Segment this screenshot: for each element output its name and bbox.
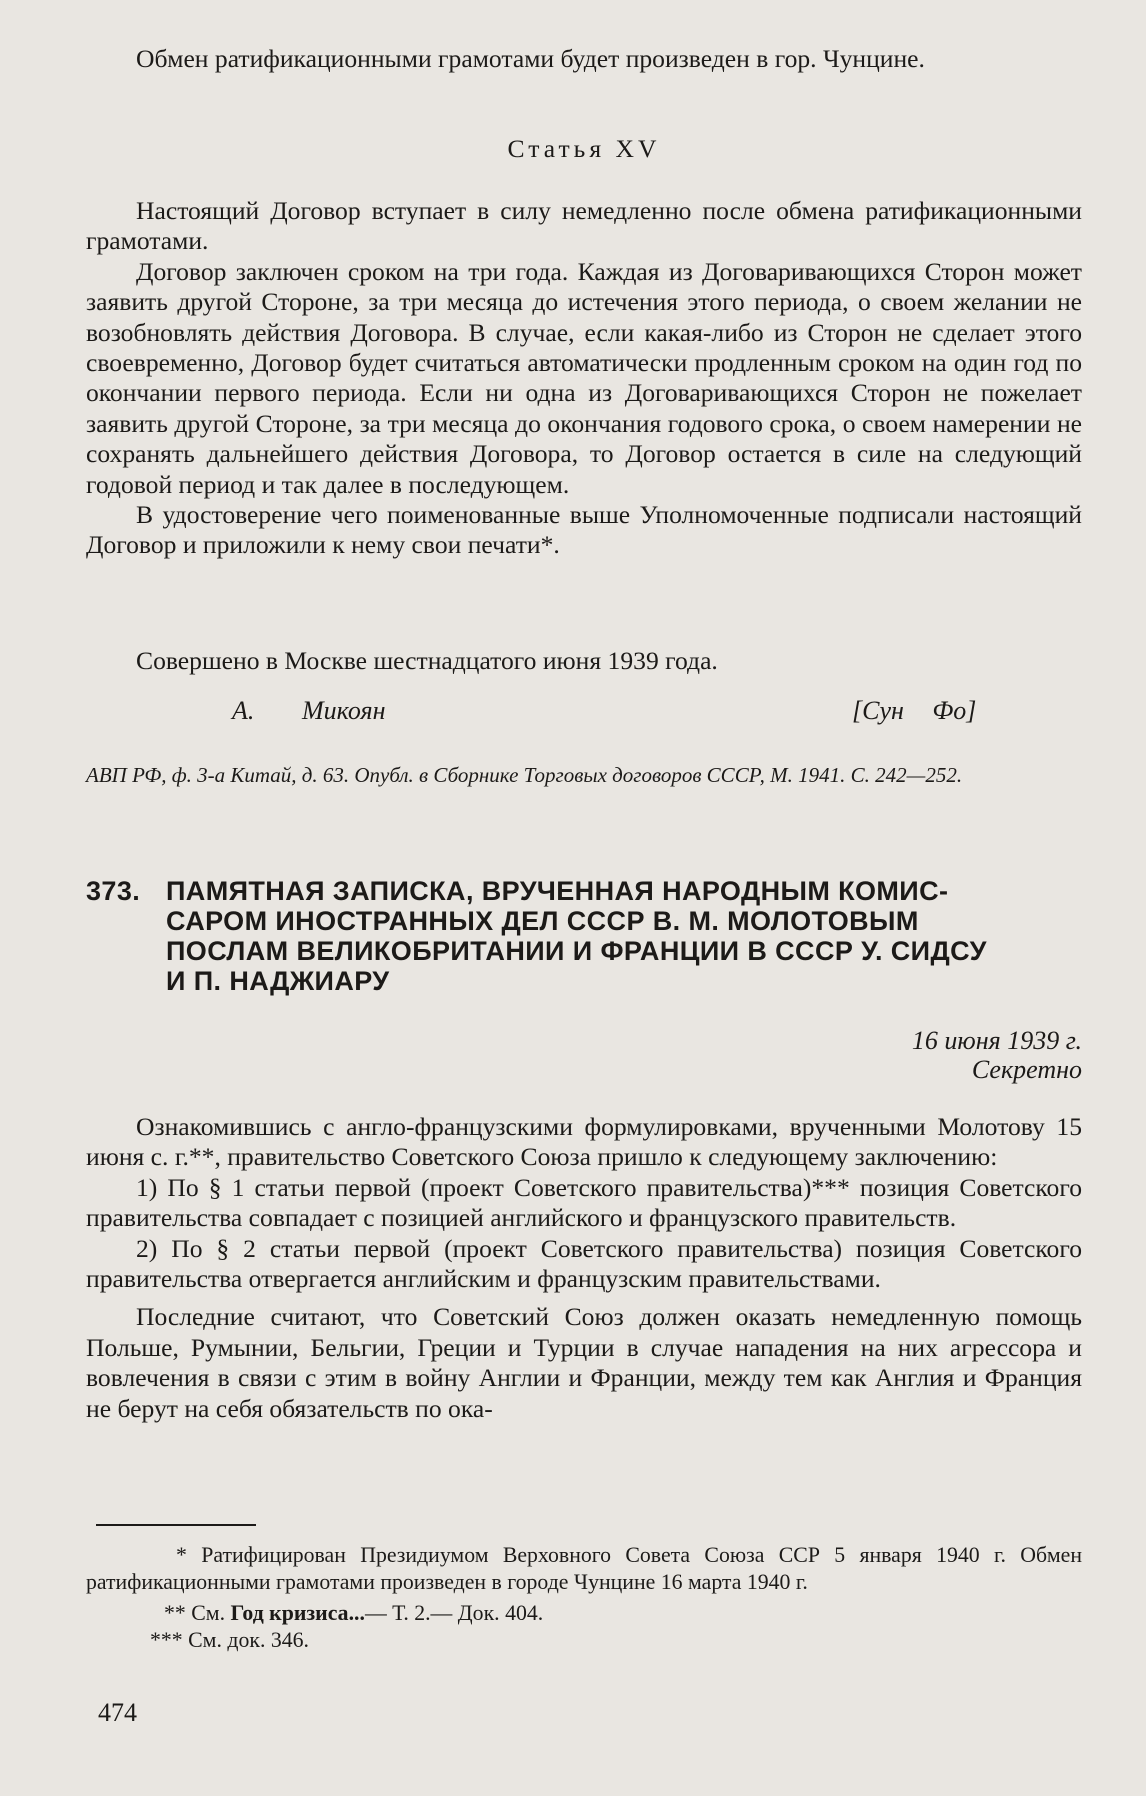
- intro-paragraph: [86, 44, 1082, 74]
- footnote-1: * Ратифицирован Президиумом Верховного Совета Союза ССР 5 января 1940 г. Обмен ратификационными грамотами произведен в городе Чунцине 16 марта 1940 г.: [86, 1543, 1082, 1594]
- footnote-2-suffix: — Т. 2.— Док. 404.: [364, 1601, 544, 1625]
- article-body: [86, 196, 1082, 561]
- heading-line: ПАМЯТНАЯ ЗАПИСКА, ВРУЧЕННАЯ НАРОДНЫМ КОМИС-: [166, 876, 949, 906]
- archive-source: АВП РФ, ф. 3-а Китай, д. 63. Опубл. в Сборнике Торговых договоров СССР, М. 1941. С. 242—252.: [86, 763, 963, 787]
- intro-line: Обмен ратификационными грамотами будет произведен в гор. Чунцине.: [136, 44, 925, 73]
- footnote-2-title: Год кризиса...: [230, 1601, 365, 1625]
- document-heading: [86, 876, 1082, 996]
- footnote-3: *** См. док. 346.: [150, 1628, 309, 1652]
- body-paragraph: Последние считают, что Советский Союз должен оказать немедленную помощь Польше, Румынии, Бельгии, Греции и Турции в случае нападения на них агрессора и вовлечения в связи с этим в войну Англии и Франции, между тем как Англия и Франция не берут на себя обязательств по ока-: [86, 1302, 1082, 1423]
- classification: Секретно: [971, 1055, 1082, 1084]
- signature-left-name: Микоян: [302, 696, 386, 725]
- article-title: Статья XV: [507, 134, 661, 163]
- footnotes: [86, 1542, 1082, 1654]
- heading-line: И П. НАДЖИАРУ: [166, 966, 390, 996]
- footnote-2-prefix: ** См.: [164, 1601, 226, 1625]
- footnote-2: [86, 1600, 1082, 1627]
- done-line-text: Совершено в Москве шестнадцатого июня 1939 года.: [136, 646, 718, 675]
- done-line: [86, 646, 1082, 676]
- article-paragraph: Договор заключен сроком на три года. Каждая из Договаривающихся Сторон может заявить другой Стороне, за три месяца до истечения этого периода, о своем желании не возобновлять действия Договора. В случае, если какая-либо из Сторон не сделает этого своевременно, Договор будет считаться автоматически продленным сроком на один год по окончании первого периода. Если ни одна из Договаривающихся Сторон не пожелает заявить другой Стороне, за три месяца до окончания годового срока, о своем намерении не сохранять дальнейшего действия Договора, то Договор остается в силе на следующий годовой период и так далее в последующем.: [86, 256, 1082, 499]
- heading-line: САРОМ ИНОСТРАННЫХ ДЕЛ СССР В. М. МОЛОТОВЫМ: [166, 906, 919, 936]
- date-block: [912, 1026, 1082, 1084]
- signature-right: [Сун Фо]: [852, 696, 977, 725]
- article-paragraph: Настоящий Договор вступает в силу немедленно после обмена ратификационными грамотами.: [86, 196, 1082, 256]
- article-paragraph: В удостоверение чего поименованные выше Уполномоченные подписали настоящий Договор и приложили к нему свои печати*.: [86, 500, 1082, 560]
- document-number: 373.: [86, 876, 141, 906]
- memo-body: [86, 1112, 1082, 1424]
- footnote-divider: [96, 1524, 256, 1526]
- heading-line: ПОСЛАМ ВЕЛИКОБРИТАНИИ И ФРАНЦИИ В СССР У. СИДСУ: [166, 936, 987, 966]
- body-paragraph: 1) По § 1 статьи первой (проект Советского правительства)*** позиция Советского правительства совпадает с позицией английского и французского правительств.: [86, 1172, 1082, 1233]
- body-paragraph: 2) По § 2 статьи первой (проект Советского правительства) позиция Советского правительства отвергается английским и французским правительствами.: [86, 1233, 1082, 1294]
- body-paragraph: Ознакомившись с англо-французскими формулировками, врученными Молотову 15 июня с. г.**, правительство Советского Союза пришло к следующему заключению:: [86, 1112, 1082, 1172]
- signature-left-initial: А.: [232, 696, 255, 725]
- page-number: 474: [98, 1698, 137, 1727]
- document-date: 16 июня 1939 г.: [911, 1026, 1082, 1055]
